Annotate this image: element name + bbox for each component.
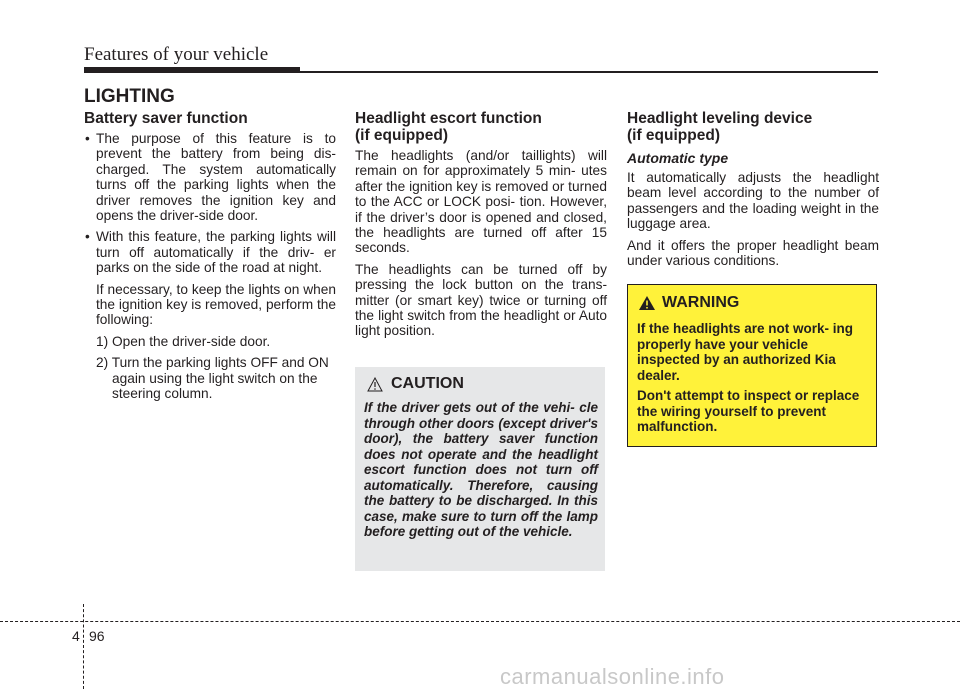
- battery-saver-heading: Battery saver function: [84, 110, 248, 127]
- warning-paragraph-2: Don't attempt to inspect or replace the wiring yourself to prevent malfunction.: [637, 388, 860, 434]
- bullet-icon: •: [85, 229, 90, 245]
- leveling-paragraph-2: And it offers the proper headlight beam under various conditions.: [627, 237, 879, 269]
- escort-paragraph-2: The headlights can be turned off by pressing the lock button on the trans- mitter (or smart key) twice or turning off the light switch from the headlight or Auto light position.: [355, 261, 607, 339]
- battery-saver-step-1: 1) Open the driver-side door.: [96, 333, 271, 349]
- escort-heading: [355, 110, 607, 144]
- page-header-title: Features of your vehicle: [84, 44, 269, 65]
- leveling-subheading: Automatic type: [627, 150, 729, 166]
- warning-title: WARNING: [662, 294, 740, 311]
- leveling-paragraph-1: It automatically adjusts the headlight beam level according to the number of passengers and the loading weight in the luggage area.: [627, 170, 879, 232]
- caution-box: [355, 367, 605, 571]
- header-rule-thick: [84, 67, 300, 73]
- bullet-text: With this feature, the parking lights will turn off automatically if the driv- er parks on the side of the road at night.: [96, 229, 336, 276]
- escort-paragraph-1: The headlights (and/or taillights) will remain on for approximately 5 min- utes after the ignition key is removed or turned to the ACC or LOCK posi- tion. However, if the driver’s door is opened and closed, the headlights are turned off after 15 seconds.: [355, 148, 607, 256]
- bullet-icon: •: [85, 131, 90, 146]
- warning-triangle-icon: [638, 295, 656, 311]
- list-item: [84, 229, 336, 275]
- leveling-heading-line1: Headlight leveling device: [627, 110, 813, 127]
- warning-paragraph-1: If the headlights are not work- ing properly have your vehicle inspected by an authorized Kia dealer.: [637, 321, 854, 383]
- warning-box: [627, 284, 877, 447]
- battery-saver-paragraph: If necessary, to keep the lights on when the ignition key is removed, perform the following:: [96, 281, 336, 328]
- battery-saver-list: [84, 131, 336, 276]
- watermark: carmanualsonline.info: [500, 664, 725, 689]
- escort-heading-line1: Headlight escort function: [355, 110, 542, 127]
- leveling-heading-line2: (if equipped): [627, 127, 720, 144]
- caution-header: [367, 375, 464, 393]
- column-battery-saver: [84, 110, 336, 408]
- column-escort: [355, 110, 607, 345]
- list-item: [84, 131, 336, 223]
- footer-divider: [0, 621, 960, 622]
- battery-saver-step-2: 2) Turn the parking lights OFF and ON again using the light switch on the steering column.: [96, 355, 329, 402]
- caution-triangle-icon: [367, 377, 383, 392]
- section-title: LIGHTING: [84, 86, 175, 107]
- leveling-heading: [627, 110, 879, 144]
- caution-text: If the driver gets out of the vehi- cle through other doors (except driver's door), the battery saver function does not operate and the headlight escort function does not turn off automatically. Therefore, causing the battery to be discharged. In this case, make sure to turn off the lamp before getting out of the vehicle.: [364, 400, 598, 539]
- footer-vertical-divider: [83, 604, 84, 689]
- warning-header: [638, 294, 739, 312]
- escort-heading-line2: (if equipped): [355, 127, 448, 144]
- bullet-text: The purpose of this feature is to prevent the battery from being dis- charged. The system automatically turns off the parking lights when the driver removes the ignition key and opens the driver-side door.: [96, 131, 336, 224]
- chapter-number: 4: [72, 628, 80, 644]
- column-leveling: [627, 110, 879, 274]
- caution-title: CAUTION: [391, 375, 464, 392]
- warning-text: [637, 321, 869, 440]
- page-number: 96: [89, 628, 105, 644]
- header-rule-thin: [300, 71, 878, 73]
